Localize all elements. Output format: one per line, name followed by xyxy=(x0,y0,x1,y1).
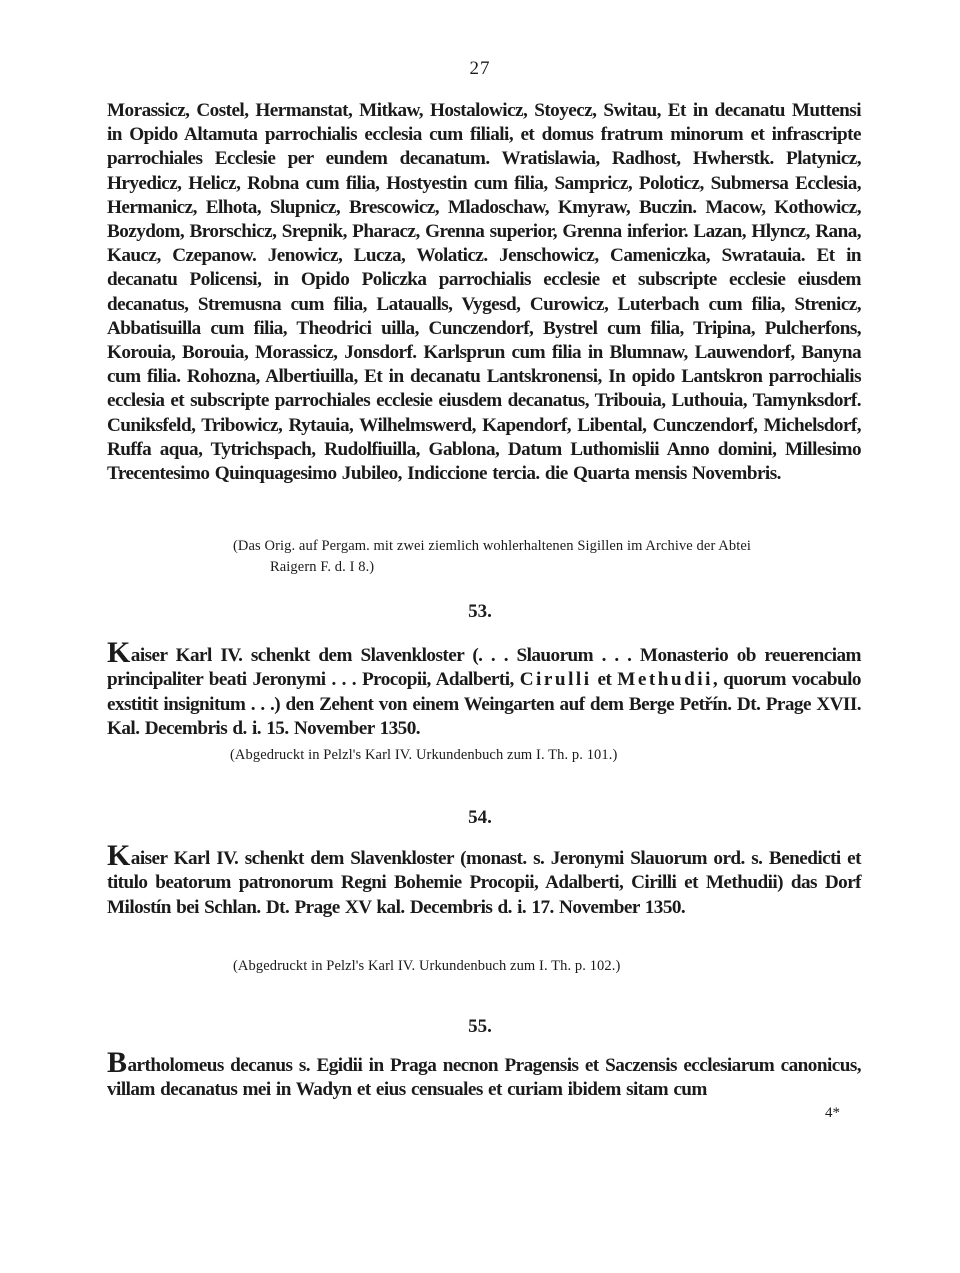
charter-continuation-text: Morassicz, Costel, Hermanstat, Mitkaw, Hostalowicz, Stoyecz, Switau, Et in decanatu Muttensi in Opido Altamuta parrochialis ecclesia cum filiali, et domus fratrum minorum et infrascripte parrochiales Ecclesie per eundem decanatum. Wratislawia, Radhost, Hwherstk. Platynicz, Hryedicz, Helicz, Robna cum filia, Hostyestin cum filia, Sampricz, Poloticz, Submersa Ecclesia, Hermanicz, Elhota, Slupnicz, Brescowicz, Mladoschaw, Kmyraw, Buczin. Macow, Kothowicz, Bozydom, Brorschicz, Srepnik, Pharacz, Grenna superior, Grenna inferior. Lazan, Hlyncz, Rana, Kaucz, Czepanow. Jenowicz, Lucza, Wolaticz. Jenschowicz, Cameniczka, Swratauia. Et in decanatu Policensi, in Opido Policzka parrochialis ecclesie et subscripte ecclesie eiusdem decanatus, Stremusna cum filia, Lataualls, Vygesd, Curowicz, Luterbach cum filia, Strenicz, Abbatisuilla cum filia, Theodrici uilla, Cunczendorf, Bystrel cum filia, Tripina, Pulcherfons, Korouia, Borouia, Morassicz, Jonsdorf. Karlsprun cum filia in Blumnaw, Lauwendorf, Banyna cum filia. Rohozna, Albertiuilla, Et in decanatu Lantskronensi, In opido Lantskron parrochialis ecclesia et subscripte parrochiales ecclesie eiusdem decanatus, Tribouia, Luthouia, Tamynksdorf. Cuniksfeld, Tribowicz, Rytauia, Wilhelmswerd, Kapendorf, Libental, Cunczendorf, Michelsdorf, Ruffa aqua, Tytrichspach, Rudolfiuilla, Gablona, Datum Luthomislii Anno domini, Millesimo Trecentesimo Quinquagesimo Jubileo, Indiccione tercia. die Quarta mensis Novembris. xyxy=(107,100,861,485)
initial-letter: K xyxy=(107,636,130,669)
document-53-regest xyxy=(107,636,861,741)
regest-text-part: , quorum vocabulo exstitit insignitum . . .) den Zehent von einem Weingarten auf dem Berge Petřín. Dt. Prage XVII. Kal. Decembris d. i. 15. November 1350. xyxy=(107,669,861,739)
document-54-regest xyxy=(107,839,861,920)
archive-note-line2: Raigern F. d. I 8.) xyxy=(270,559,375,575)
regest-text-part: et xyxy=(591,669,618,691)
spaced-name: Cirulli xyxy=(519,669,592,691)
document-number-55: 55. xyxy=(468,1016,492,1037)
document-55-regest xyxy=(107,1046,861,1103)
print-note-54: (Abgedruckt in Pelzl's Karl IV. Urkundenbuch zum I. Th. p. 102.) xyxy=(233,958,621,974)
page-number: 27 xyxy=(469,58,491,79)
signature-mark: 4* xyxy=(825,1105,840,1121)
initial-letter: B xyxy=(107,1046,127,1079)
archive-note-line1: (Das Orig. auf Pergam. mit zwei ziemlich wohlerhaltenen Sigillen im Archive der Abtei xyxy=(233,538,752,554)
spaced-name: Methudii xyxy=(617,669,713,691)
regest-text: aiser Karl IV. schenkt dem Slavenkloster (monast. s. Jeronymi Slauorum ord. s. Benedicti et titulo beatorum patronorum Regni Bohemie Procopii, Adalberti, Cirilli et Methudii) das Dorf Milostín bei Schlan. Dt. Prage XV kal. Decembris d. i. 17. November 1350. xyxy=(107,848,861,918)
regest-text: artholomeus decanus s. Egidii in Praga necnon Pragensis et Saczensis ecclesiarum canonicus, villam decanatus mei in Wadyn et eius censuales et curiam ibidem sitam cum xyxy=(107,1055,861,1101)
print-note-53: (Abgedruckt in Pelzl's Karl IV. Urkundenbuch zum I. Th. p. 101.) xyxy=(230,747,618,763)
document-number-53: 53. xyxy=(468,601,492,622)
initial-letter: K xyxy=(107,839,130,872)
regest-text-part: aiser Karl IV. schenkt dem Slavenkloster (. . . Slauorum . . . Monasterio ob reuerenciam principaliter beati Jeronymi . . . Procopii, Adalberti, xyxy=(107,645,861,691)
document-number-54: 54. xyxy=(468,807,492,828)
